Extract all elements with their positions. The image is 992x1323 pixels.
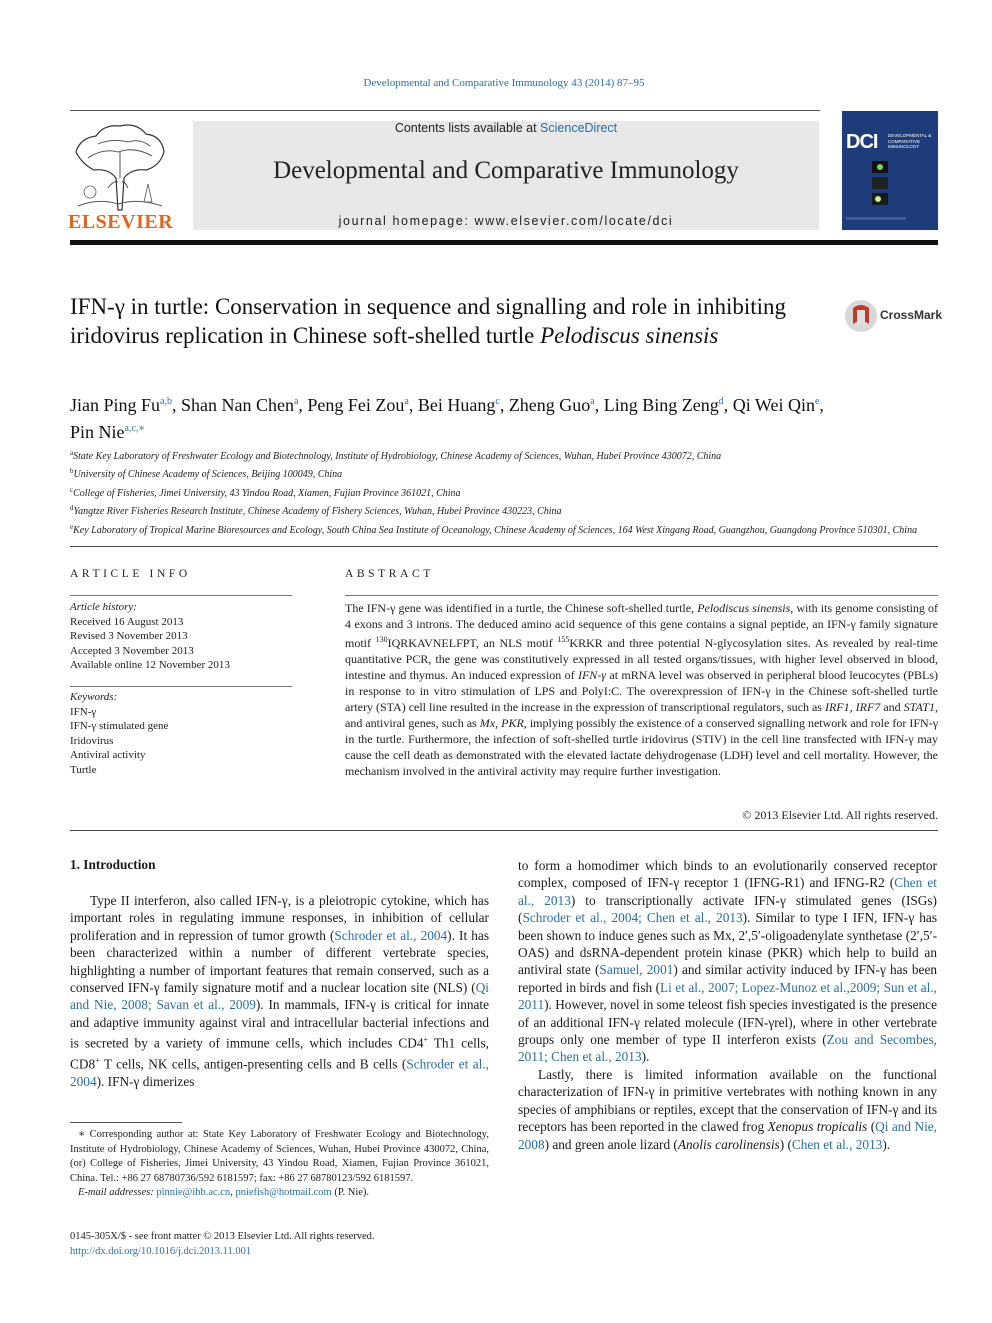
abstract-segment: The IFN-γ gene was identified in a turtle, the Chinese soft-shelled turtle, (345, 601, 698, 615)
reference-link[interactable]: Schroder et al., 2004 (70, 1056, 490, 1089)
abstract-gene: Mx (479, 716, 496, 730)
section-rule (70, 546, 938, 547)
text-segment: ). (641, 1049, 650, 1065)
article-title-species: Pelodiscus sinensis (540, 323, 719, 348)
abstract-rule (345, 595, 938, 596)
cover-images (842, 111, 938, 230)
text-segment: T cells, NK cells, antigen-presenting cells and B cells ( (99, 1056, 407, 1072)
author-affiliation-mark[interactable]: a,b (160, 396, 172, 407)
email-link[interactable]: pniefish@hotmail.com (235, 1187, 332, 1198)
email-suffix: (P. Nie). (331, 1187, 370, 1198)
author-list (70, 390, 940, 444)
journal-cover-thumbnail[interactable] (842, 111, 938, 230)
abstract-gene: IRF1 (824, 700, 850, 714)
affiliation-item (70, 446, 938, 464)
history-item: Accepted 3 November 2013 (70, 644, 194, 657)
introduction-heading: 1. Introduction (70, 857, 156, 872)
species-name: Anolis carolinensis (677, 1136, 780, 1152)
abstract-segment: and (880, 700, 904, 714)
elsevier-wordmark: ELSEVIER (68, 211, 174, 233)
abstract-segment: , implying possibly the existence of a conserved signalling network and role for IFN-γ in the turtle. Furthermore, the infection of soft-shelled turtle iridovirus (STIV) in the cell line transfected with IFN-γ may cause the cell death as demonstrated with the elevated lactate dehydrogenase (LDH) level and cell mortality. However, the mechanism involved in the antiviral activity may require further investigation. (345, 716, 939, 778)
history-label: Article history: (70, 601, 137, 613)
contents-prefix: Contents lists available at (394, 121, 541, 135)
author-separator: , (408, 395, 418, 415)
author-affiliation-mark[interactable]: a (590, 396, 595, 407)
author-separator: , (171, 395, 181, 415)
abstract-segment: KRKR and three potential N-glycosylation sites. As revealed by real-time quantitative PCR, the gene was constitutively expressed in all tested organs/tissues, with higher level observed in blood, intestine and thymus. An induced expression of (345, 636, 939, 682)
issn-line: 0145-305X/$ - see front matter © 2013 Elsevier Ltd. All rights reserved. (70, 1231, 375, 1242)
affiliation-list (70, 446, 938, 538)
reference-link[interactable]: Samuel, 2001 (599, 962, 674, 978)
affiliation-item (70, 520, 938, 538)
text-segment: ). In mammals, IFN-γ is critical for innate and adaptive immunity against viral and intracellular bacterial infections and is secreted by a variety of immune cells, which includes CD4 (70, 997, 489, 1051)
abstract-text: The IFN-γ gene was identified in a turtle, the Chinese soft-shelled turtle, Pelodiscus sinensis, with its genome consisting of 4 exons and 3 introns. The deduced amino acid sequence of this gene contains a signal peptide, an IFN-γ family signature motif $^{130}$IQRKAVNELFPT, an NLS motif $^{155}$KRKR and three potential N-glycosylation sites. As revealed by real-time quantitative PCR, the gene was constitutively expressed in all tested organs/tissues, with higher level observed in blood, intestine and thymus. An induced expression of IFN-γ at mRNA level was observed in peripheral blood leucocytes (PBLs) in response to in vitro stimulation of LPS and PolyI:C. The overexpression of IFN-γ in the Chinese soft-shelled turtle artery (STA) cell line resulted in the increase in the expression of transcriptional regulators, such as IRF1, IRF7 and STAT1, and antiviral genes, such as Mx, PKR, implying possibly the existence of a conserved signalling network and role for IFN-γ in the turtle. Furthermore, the infection of soft-shelled turtle iridovirus (STIV) in the cell line transfected with IFN-γ may cause the cell death as demonstrated with the elevated lactate dehydrogenase (LDH) level and cell mortality. However, the mechanism involved in the antiviral activity may require further investigation. (345, 601, 939, 778)
text-segment: ) to transcriptionally activate IFN-γ stimulated genes (ISGs) ( (518, 892, 937, 926)
reference-link[interactable]: Li et al., 2007; Lopez-Munoz et al.,2009; Sun et al., 2011 (518, 979, 937, 1013)
text-segment: ( (867, 1119, 876, 1135)
author-name[interactable]: Peng Fei Zou (307, 395, 405, 415)
keyword-item: Turtle (70, 763, 97, 776)
journal-citation[interactable]: Developmental and Comparative Immunology 43 (2014) 87–95 (363, 77, 645, 89)
affiliation-mark: c (70, 485, 74, 494)
sciencedirect-link[interactable]: ScienceDirect (540, 121, 618, 135)
affiliation-mark: a (70, 449, 74, 457)
species-name: Xenopus tropicalis (767, 1119, 868, 1135)
author-affiliation-mark[interactable]: a (404, 396, 409, 407)
text-segment: Lastly, there is limited information available on the functional characterization of IFN-γ in primitive vertebrates with nothing known in any species of amphibians or reptiles, except that the conservation of IFN-γ and its receptors has been reported in the clawed frog (518, 1066, 937, 1135)
affiliation-text: State Key Laboratory of Freshwater Ecology and Biotechnology, Institute of Hydrobiology, Chinese Academy of Sciences, Wuhan, Hubei Province 430072, China (73, 451, 722, 462)
footnote-emails (70, 1186, 489, 1201)
author-affiliation-mark[interactable]: d (718, 396, 724, 407)
keyword-list (70, 690, 292, 777)
text-segment: Type II interferon, also called IFN-γ, is a pleiotropic cytokine, which has important roles in regulating immune responses, in inhibition of cellular proliferation and in repression of tumor growth ( (70, 893, 489, 943)
intro-paragraph-1 (70, 892, 489, 1090)
affiliation-item (70, 464, 938, 482)
abstract-heading: ABSTRACT (345, 568, 434, 580)
affiliation-mark: d (70, 504, 74, 513)
article-title (70, 292, 830, 350)
keyword-item: IFN-γ (70, 705, 97, 718)
author-name[interactable]: Shan Nan Chen (180, 395, 294, 415)
abstract-copyright: © 2013 Elsevier Ltd. All rights reserved. (742, 808, 938, 822)
author-name[interactable]: Pin Nie (70, 422, 125, 442)
front-matter (70, 1230, 489, 1259)
journal-title: Developmental and Comparative Immunology (273, 157, 739, 184)
email-separator: , (230, 1187, 236, 1198)
keyword-item: Iridovirus (70, 734, 114, 747)
author-separator: , (594, 395, 604, 415)
abstract-gene: IFN-γ (577, 668, 607, 682)
abstract-gene: IRF7 (855, 700, 881, 714)
email-label: E-mail addresses: (78, 1187, 157, 1198)
text-segment: ). (882, 1136, 891, 1152)
author-name[interactable]: Jian Ping Fu (70, 395, 161, 415)
footnote-text: ∗ Corresponding author at: State Key Laboratory of Freshwater Ecology and Biotechnology, Institute of Hydrobiology, Chinese Academy of Sciences, Wuhan, Hubei Province 430072, China, (or) College of Fisheries, Jimei University, 43 Yindou Road, Xiamen, Fujian Province 361021, China. Tel.: +86 27 68780736/592 6181597; fax: +86 27 68780123/592 6181597. (70, 1129, 489, 1184)
footnote-rule (70, 1122, 182, 1123)
history-item: Revised 3 November 2013 (70, 630, 188, 642)
keywords-rule (70, 686, 292, 687)
author-affiliation-mark[interactable]: a,c,∗ (124, 423, 146, 434)
abstract-species: Pelodiscus sinensis (697, 601, 791, 615)
journal-homepage[interactable]: journal homepage: www.elsevier.com/locate/dci (338, 214, 674, 228)
affiliation-item (70, 501, 938, 519)
author-name[interactable]: Bei Huang (417, 395, 496, 415)
text-segment: ). Similar to type I IFN, IFN-γ has been shown to induce genes such as Mx, 2′,5′-oligoadenylate synthetase (2′,5′-OAS) and dsRNA-dependent protein kinase (PKR) which help to build an antiviral state ( (518, 910, 938, 978)
history-item: Available online 12 November 2013 (70, 659, 230, 671)
text-segment: Th1 cells, CD8 (70, 1035, 489, 1072)
superscript: + (95, 1056, 100, 1066)
affiliation-text: Yangtze River Fisheries Research Institute, Chinese Academy of Fishery Sciences, Wuhan, Hubei Province 430223, China (73, 506, 562, 518)
abstract-segment: IQRKAVNELFPT, an NLS motif (387, 636, 558, 650)
author-affiliation-mark[interactable]: e (814, 396, 820, 407)
article-info-rule (70, 595, 292, 596)
abstract-segment: , with its genome consisting of 4 exons and 3 introns. The deduced amino acid sequence of this gene contains a signal peptide, an IFN-γ family signature motif (345, 601, 938, 650)
reference-link[interactable]: Zou and Secombes, 2011; Chen et al., 2013 (518, 1032, 937, 1065)
text-segment: ). It has been characterized within a number of different vertebrate species, highlighting a number of important features that remain conserved, such as a conserved IFN-γ family signature motif and a nuclear location site (NLS) ( (70, 927, 489, 996)
doi-link[interactable]: http://dx.doi.org/10.1016/j.dci.2013.11.001 (70, 1245, 252, 1257)
affiliation-mark: b (70, 467, 74, 476)
reference-link[interactable]: Qi and Nie, 2008; Savan et al., 2009 (70, 980, 489, 1013)
text-segment: ). However, novel in some teleost fish species investigated is the presence of an additional IFN-γ related molecule (IFN-γrel), where in other vertebrate groups only one member of type II interferon exists ( (518, 997, 937, 1048)
abstract-segment: , and antiviral genes, such as (345, 700, 938, 730)
header-rule (70, 110, 820, 111)
cover-subtitle: DEVELOPMENTAL & COMPARATIVE IMMUNOLOGY (888, 133, 932, 149)
article-title-main: IFN-γ in turtle: Conservation in sequence and signalling and role in inhibiting iridovirus replication in Chinese soft-shelled turtle (70, 294, 787, 348)
author-name[interactable]: Ling Bing Zeng (603, 395, 719, 415)
email-link[interactable]: pinnie@ihb.ac.cn (156, 1187, 231, 1198)
author-separator: , (819, 395, 824, 415)
author-affiliation-mark[interactable]: c (495, 396, 500, 407)
intro-paragraph-2 (518, 1066, 937, 1153)
affiliation-item (70, 483, 938, 501)
text-segment: ) and similar activity induced by IFN-γ has been reported in birds and fish ( (518, 962, 937, 995)
keyword-item: IFN-γ stimulated gene (70, 720, 169, 732)
cover-title: DCI (846, 131, 878, 153)
abstract-gene: STAT1 (903, 700, 935, 714)
keywords-label: Keywords: (70, 691, 118, 703)
reference-link[interactable]: Chen et al., 2013 (518, 875, 937, 908)
author-separator: , (499, 395, 509, 415)
reference-link[interactable]: Schroder et al., 2004 (334, 927, 448, 943)
corresponding-author-footnote (70, 1128, 489, 1201)
superscript: + (423, 1035, 428, 1045)
motif-position: 130 (375, 635, 388, 644)
article-info-heading: ARTICLE INFO (70, 568, 191, 580)
author-name[interactable]: Qi Wei Qin (732, 395, 815, 415)
author-affiliation-mark[interactable]: a (293, 396, 299, 407)
article-history (70, 600, 292, 673)
abstract-segment: at mRNA level was observed in peripheral blood leucocytes (PBLs) in response to in vitro stimulation of LPS and PolyI:C. The overexpression of IFN-γ in the Chinese soft-shelled turtle artery (STA) cell line resulted in the increase in the expression of transcriptional regulators, such as (345, 668, 938, 714)
text-segment: ) ( (779, 1136, 792, 1152)
crossmark-label[interactable]: CrossMark (880, 308, 943, 322)
affiliation-text: College of Fisheries, Jimei University, 43 Yindou Road, Xiamen, Fujian Province 361021, China (73, 487, 461, 499)
history-item: Received 16 August 2013 (70, 615, 184, 628)
section-rule (70, 830, 938, 831)
abstract-gene: PKR (501, 716, 524, 730)
text-segment: ) and green anole lizard ( (544, 1136, 678, 1152)
affiliation-text: Key Laboratory of Tropical Marine Bioresources and Ecology, South China Sea Institute of Oceanology, Chinese Academy of Sciences, 164 West Xingang Road, Guangzhou, Guangdong Province 510301, China (73, 524, 918, 536)
reference-link[interactable]: Qi and Nie, 2008 (518, 1119, 937, 1152)
motif-position: 155 (557, 635, 570, 644)
author-separator: , (298, 395, 308, 415)
reference-link[interactable]: Chen et al., 2013 (791, 1136, 883, 1152)
header-thick-rule (70, 240, 938, 245)
reference-link[interactable]: Schroder et al., 2004; Chen et al., 2013 (522, 910, 743, 926)
text-segment: ). IFN-γ dimerizes (96, 1073, 195, 1089)
affiliation-text: University of Chinese Academy of Sciences, Beijing 100049, China (73, 469, 343, 481)
author-name[interactable]: Zheng Guo (508, 395, 591, 415)
keyword-item: Antiviral activity (70, 749, 146, 761)
contents-availability (193, 121, 819, 135)
text-segment: to form a homodimer which binds to an evolutionarily conserved receptor complex, composed of IFN-γ receptor 1 (IFNG-R1) and IFNG-R2 ( (518, 858, 937, 891)
affiliation-mark: e (70, 522, 74, 531)
author-separator: , (723, 395, 733, 415)
intro-right-column (518, 857, 937, 1153)
intro-paragraph-1-cont (518, 857, 937, 1066)
